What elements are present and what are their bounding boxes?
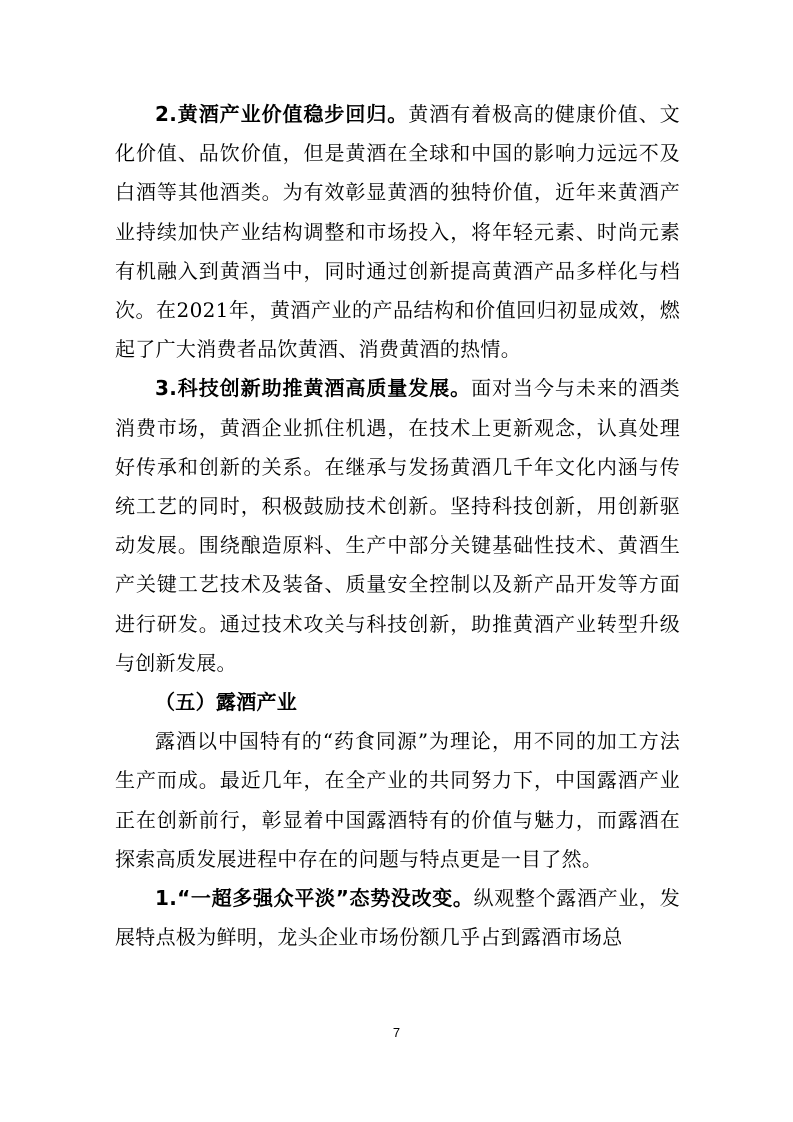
- section-heading: （五）露酒产业: [155, 690, 298, 715]
- paragraph-market-pattern: [115, 879, 680, 957]
- paragraph-lujiu-intro: 露酒以中国特有的“药食同源”为理论，用不同的加工方法生产而成。最近几年，在全产业的共同努力下，中国露酒产业正在创新前行，彰显着中国露酒特有的价值与魅力，而露酒在探索高质发展进程中存在的问题与特点更是一目了然。: [115, 729, 680, 871]
- paragraph-text: 面对当今与未来的酒类消费市场，黄酒企业抓住机遇，在技术上更新观念，认真处理好传承和创新的关系。在继承与发扬黄酒几千年文化内涵与传统工艺的同时，积极鼓励技术创新。坚持科技创新，用创新驱动发展。围绕酿造原料、生产中部分关键基础性技术、黄酒生产关键工艺技术及装备、质量安全控制以及新产品开发等方面进行研发。通过技术攻关与科技创新，助推黄酒产业转型升级与创新发展。: [115, 376, 680, 675]
- paragraph-lead: 3.科技创新助推黄酒高质量发展。: [155, 376, 472, 401]
- paragraph-tech-innovation: [115, 369, 680, 683]
- paragraph-lead: 2.黄酒产业价值稳步回归。: [155, 102, 409, 126]
- paragraph-lead: 1.“一超多强众平淡”态势没改变。: [155, 886, 474, 911]
- paragraph-text: 黄酒有着极高的健康价值、文化价值、品饮价值，但是黄酒在全球和中国的影响力远远不及白酒等其他酒类。为有效彰显黄酒的独特价值，近年来黄酒产业持续加快产业结构调整和市场投入，将年轻元素、时尚元素有机融入到黄酒当中，同时通过创新提高黄酒产品多样化与档次。在2021年，黄酒产业的产品结构和价值回归初显成效，燃起了广大消费者品饮黄酒、消费黄酒的热情。: [115, 102, 680, 362]
- page-number: 7: [392, 1025, 401, 1040]
- document-body: [115, 95, 680, 957]
- paragraph-text: 纵观整个露酒产业，发展特点极为鲜明，龙头企业市场份额几乎占到露酒市场总: [115, 886, 681, 950]
- paragraph-huangjiu-value: [115, 95, 680, 369]
